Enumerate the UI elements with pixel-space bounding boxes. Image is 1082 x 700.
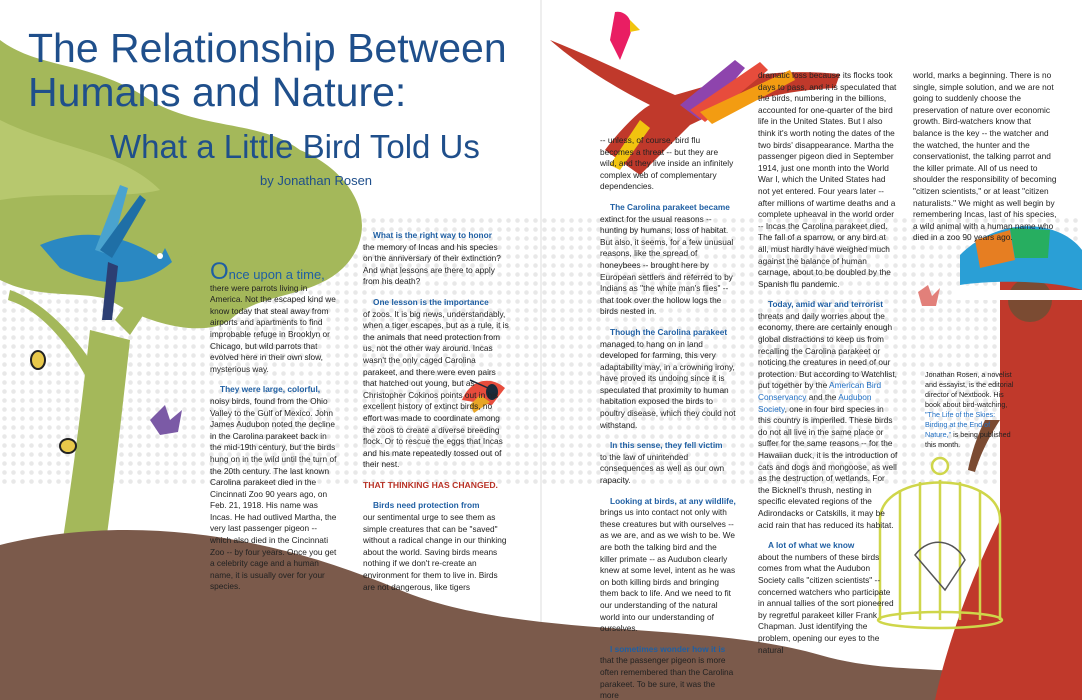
author-bio: [925, 370, 1015, 450]
bio-text-a: , a novelist and essayist, is the editorial director of Nextbook. His book about bird-watching,: [925, 370, 1014, 409]
page-gutter: [540, 0, 542, 700]
col2-p2-lead: One lesson is the importance: [373, 296, 489, 307]
opening-words: nce upon a time,: [228, 267, 325, 282]
bio-book-link[interactable]: "The Life of the Skies: Birding at the End of Nature,": [925, 410, 996, 439]
col3-p5: that the passenger pigeon is more often remembered than the Carolina parakeet. To be sure, it was the more: [600, 655, 734, 700]
col4-p1-b: and the: [806, 392, 839, 403]
col1-p2: noisy birds, found from the Ohio Valley to the Gulf of Mexico. John James Audubon noted the decline in the Carolina parakeet back in the mid-19th century, but the birds hung on in the wild until the turn of the 20th century. The last known Carolina parakeet died in the Cincinnati Zoo 90 years ago, on Feb. 21, 1918. His name was Incas. He had outlived Martha, the very last passenger pigeon -- which also died in the Cincinnati Zoo -- by four years. Once you get a celebrity cage and a human name, it is usually over for your species.: [210, 395, 337, 592]
col3-p1-lead: The Carolina parakeet became: [610, 201, 730, 212]
col4-p1-a: threats and daily worries about the economy, there are certainly enough global distractions to keep us from recalling the Carolina parakeet or noticing the creatures in need of our protection. But according to Watchlist, put together by the: [758, 310, 897, 391]
col3-p3: to the law of unintended consequences as well as our own rapacity.: [600, 451, 725, 486]
col3-p3-lead: In this sense, they fell victim: [610, 440, 723, 451]
col4-p2-lead: A lot of what we know: [768, 540, 855, 551]
col4-p2: about the numbers of these birds comes from what the Audubon Society calls "citizen scientists" -- concerned watchers who participate in annual tallies of the sort pioneered by regretful parakeet killer Frank Chapman. Just identifying the problem, opening our eyes to the natural: [758, 551, 894, 655]
col3-p2: managed to hang on in land developed for farming, this very adaptability may, in a crowning irony, have proved its undoing since it is speculated that proximity to human habitation exposed the birds to poultry disease, which they could not withstand.: [600, 338, 736, 430]
article-title: [28, 26, 507, 114]
col3-p0: -- unless, of course, bird flu becomes a threat -- but they are wild, and they live inside an infinitely complex web of complementary dependencies.: [600, 135, 734, 192]
link-audubon-society[interactable]: Audubon Society: [758, 392, 872, 414]
col3-p4-lead: Looking at birds, at any wildlife,: [610, 495, 736, 506]
col1-p2-lead: They were large, colorful,: [220, 384, 321, 395]
col1-intro: there were parrots living in America. Not the escaped kind we know today that steal away from airports and apartments to find improbable refuge in Brooklyn or Chicago, but wild parrots that evolved here in their own slow, mysterious way.: [210, 282, 336, 374]
link-american-bird-conservancy[interactable]: American Bird Conservancy: [758, 380, 882, 403]
col2-p1: the memory of Incas and his species on the anniversary of their extinction? And what lessons are there to apply from his death?: [363, 241, 501, 287]
bio-name: Jonathan Rosen: [925, 370, 978, 379]
col2-p2: of zoos. It is big news, understandably, when a tiger escapes, but as a rule, it is the animals that need protection from us, not the other way around. Incas wasn't the only caged Carolina parakeet, and there were even pairs that hatched out young, but as Christopher Cokinos points out in his excellent history of extinct birds, no effort was made to coordinate among the zoos to create a diverse breeding flock. Or to rescue the eggs that Incas and his mate repeatedly tossed out of their nest.: [363, 308, 509, 470]
byline: by Jonathan Rosen: [260, 173, 373, 188]
article-subtitle: What a Little Bird Told Us: [110, 128, 480, 165]
column-5: [913, 70, 1059, 253]
col4-p1-lead: Today, amid war and terrorist: [768, 299, 883, 310]
drop-cap: O: [210, 258, 229, 285]
bio-text-b: is being published this month.: [925, 430, 1011, 449]
title-line-1: The Relationship Between: [28, 25, 507, 71]
col5-p0: world, marks a beginning. There is no single, simple solution, and we are not going to suddenly choose the preservation of nature over economic growth. Bird-watchers know that balance is the key -- the watcher and the watched, the hunter and the conservationist, the talking parrot and the killer primate. All of us need to shoulder the responsibility of becoming "citizen scientists," or at least "citizen naturalists." We might as well begin by remembering Incas, last of his species, a wild animal with a human name who died in a zoo 90 years ago.: [913, 70, 1057, 243]
column-2: [363, 230, 509, 602]
col4-p1-c: , one in four bird species in this country is imperiled. These birds do not all live in the same place or suffer for the same reasons -- for the Hawaiian duck, it is the introduction of cats and dogs and mongoose, as well as the destruction of wetlands. For the Bicknell's thrush, nesting in specific elevated regions of the Adirondacks or Catskills, it may be acid rain that has reduced its habitat.: [758, 403, 898, 530]
title-line-2: Humans and Nature:: [28, 69, 407, 115]
col2-headline: THAT THINKING HAS CHANGED.: [363, 479, 498, 490]
col3-p4: brings us into contact not only with these creatures but with ourselves -- as we are, and as we wish to be. We are both the talking bird and the killer primate -- as Audubon clearly knew at some level, intent as he was on both killing birds and bringing them back to life. And we need to fit our understanding of the natural world into our understanding of ourselves.: [600, 507, 736, 634]
column-4: [758, 70, 898, 665]
col3-p2-lead: Though the Carolina parakeet: [610, 326, 728, 337]
col2-p3: our sentimental urge to see them as simple creatures that can be "saved" without a radical change in our thinking about the world. Saving birds means nothing if we don't re-create an environment for them to live in. Birds are not dangerous, like tigers: [363, 512, 507, 592]
col2-p1-lead: What is the right way to honor: [373, 230, 492, 240]
col2-p3-lead: Birds need protection from: [373, 500, 480, 511]
col3-p5-lead: I sometimes wonder how it is: [610, 643, 726, 654]
column-3: [600, 135, 736, 700]
col3-p1: extinct for the usual reasons -- hunting by humans, loss of habitat. But also, it seems, for a few unusual reasons, like the spread of honeybees -- brought here by European settlers and referred to by Indians as "the white man's flies" -- that took over the hollow logs the birds nested in.: [600, 213, 734, 317]
col4-p0: dramatic loss because its flocks took days to pass, and it is speculated that the birds, numbering in the billions, accounted for one-quarter of the bird life in the United States. But I also think it's worth noting the dates of the two birds' disappearance. Martha the passenger pigeon died in September 1914, just one month into the World War I, which the United States had not yet entered. Four years later -- after millions of wartime deaths and a complete upheaval in the world order -- Incas the Carolina parakeet died. The fall of a sparrow, or any bird at all, must hardly have weighed much against the balance of human carnage, about to be doubled by the Spanish flu pandemic.: [758, 70, 897, 289]
column-1: [210, 258, 340, 602]
